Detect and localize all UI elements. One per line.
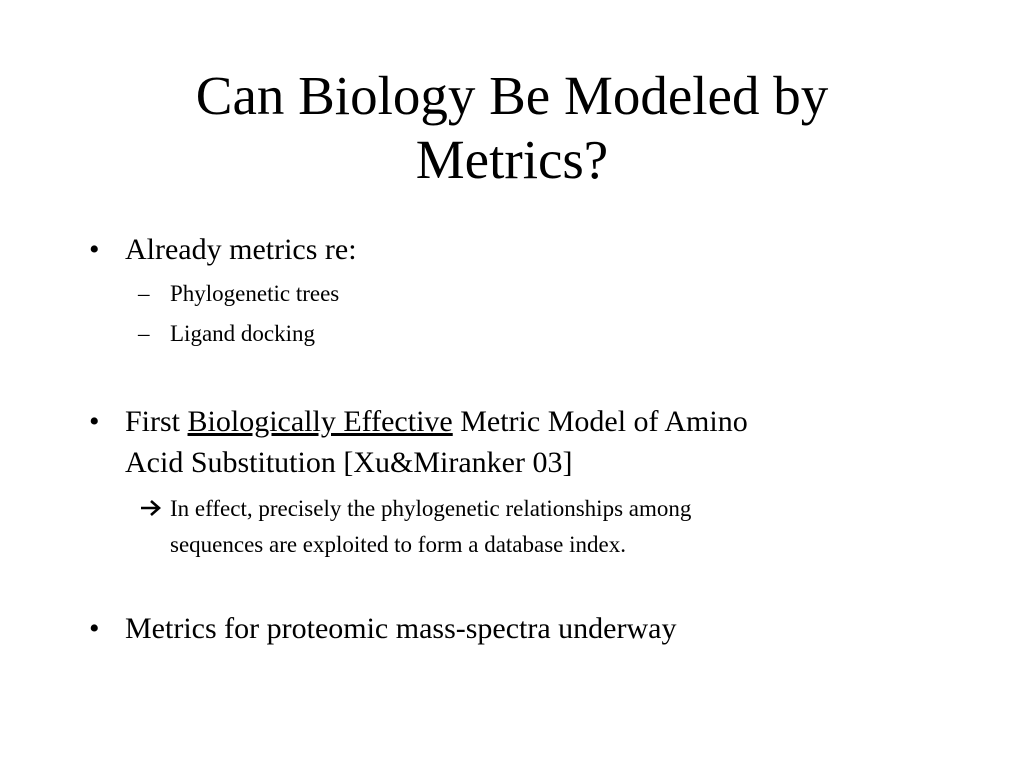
title-line-2: Metrics? bbox=[415, 129, 609, 190]
arrow-note bbox=[140, 491, 691, 563]
bullet-text-before: First bbox=[125, 405, 188, 438]
bullet-text-line1 bbox=[125, 402, 748, 442]
bullet-text: Already metrics re: bbox=[125, 233, 357, 266]
bullet-marker: • bbox=[89, 405, 100, 438]
bullet-text-line2: Acid Substitution [Xu&Miranker 03] bbox=[125, 446, 573, 479]
underlined-phrase: Biologically Effective bbox=[187, 405, 453, 438]
slide-title bbox=[60, 64, 964, 192]
arrow-note-text-line2: sequences are exploited to form a database index. bbox=[170, 532, 626, 557]
bullet-marker: • bbox=[89, 233, 100, 266]
arrow-note-text-line1: In effect, precisely the phylogenetic relationships among bbox=[170, 496, 692, 521]
dash-marker: – bbox=[138, 281, 150, 306]
title-line-1: Can Biology Be Modeled by bbox=[195, 65, 829, 126]
bullet-text: Metrics for proteomic mass-spectra underway bbox=[125, 612, 677, 645]
bullet-text-after: Metric Model of Amino bbox=[452, 405, 748, 438]
right-arrow-icon bbox=[140, 499, 162, 517]
arrow-note-line1 bbox=[140, 491, 691, 527]
sub-item-text: Phylogenetic trees bbox=[170, 281, 340, 306]
bullet-marker: • bbox=[89, 612, 100, 645]
sub-item-text: Ligand docking bbox=[170, 321, 315, 346]
dash-marker: – bbox=[138, 321, 150, 346]
